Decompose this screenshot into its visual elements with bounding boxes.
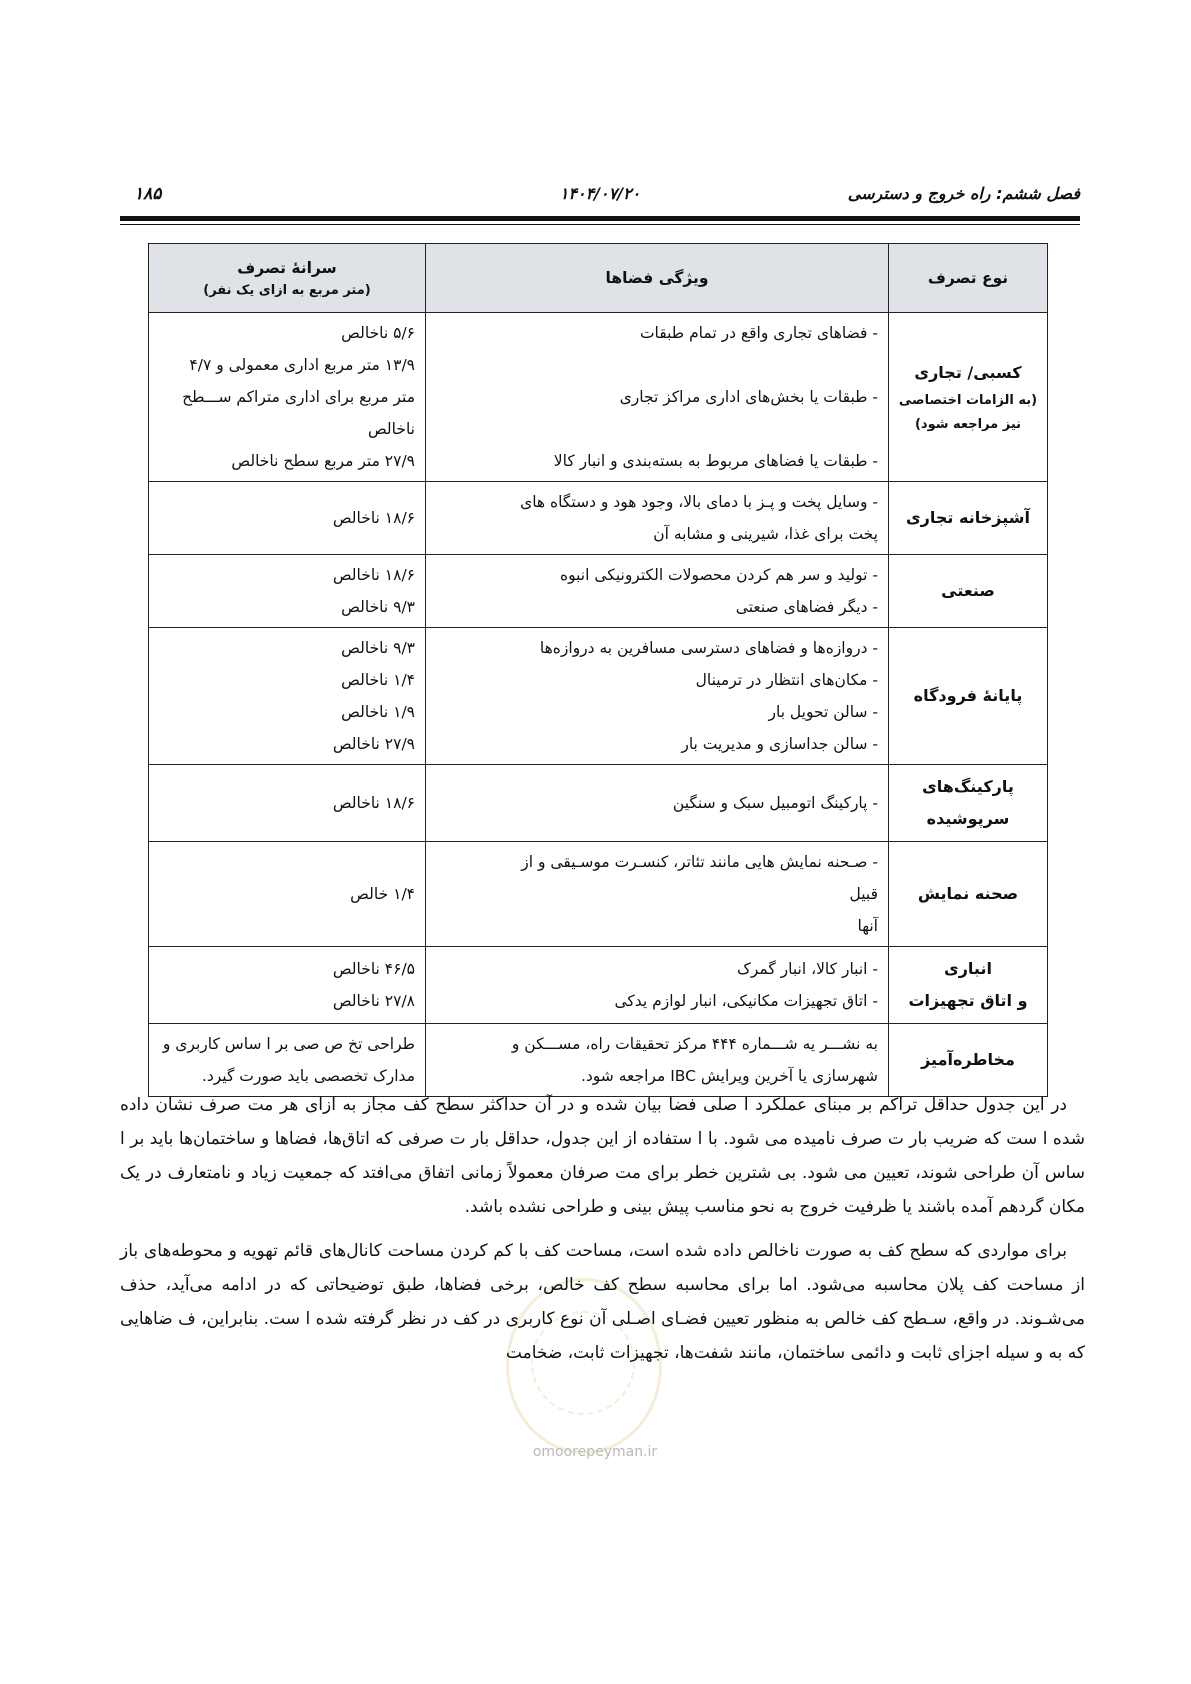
space-description: - تولید و سر هم کردن محصولات الکترونیکی انبوه - دیگر فضاهای صنعتی [426,555,889,628]
header-rule-thin [120,224,1080,225]
occupant-load-table [148,243,1048,1097]
table-row [149,765,1048,842]
header-rule-thick [120,216,1080,221]
load-factor: ۴۶/۵ ناخالص ۲۷/۸ ناخالص [149,947,426,1024]
load-factor: ۱/۴ خالص [149,842,426,947]
load-factor: طراحی تخ ص صی بر ا ساس کاربری و مدارک تخصصی باید صورت گیرد. [149,1024,426,1097]
header-date: ۱۴۰۴/۰۷/۲۰ [559,184,641,203]
occupancy-type: پایانهٔ فرودگاه [889,628,1048,765]
page-header [120,184,1080,212]
paragraph-1: در این جدول حداقل تراکم بر مبنای عملکرد ا صلی فضا بیان شده و در آن حداکثر سطح کف مجاز به ازای هر مت صرف نشان داده شده ا ست که ضریب بار ت صرف نامیده می شود. با ا ستفاده از این جدول، حداقل بار ت صرفی که اتاق‌ها، فضاها و ساختمان‌ها باید بر ا ساس آن طراحی شوند، تعیین می شود. بی شترین خطر برای مت صرفان معمولاً زمانی اتفاق می‌افتد که جمعیت زیاد و نامتعارف در یک مکان گردهم آمده باشند یا ظرفیت خروج به نحو مناسب پیش بینی و طراحی نشده باشد. [120,1095,1085,1217]
table-row [149,313,1048,482]
table-row [149,555,1048,628]
occupancy-type: انباری و اتاق تجهیزات [889,947,1048,1024]
space-description: - فضاهای تجاری واقع در تمام طبقات - طبقات یا بخش‌های اداری مراکز تجاری - طبقات یا فضاهای مربوط به بسته‌بندی و انبار کالا [426,313,889,482]
occupancy-type: مخاطره‌آمیز [889,1024,1048,1097]
header-load [149,244,426,313]
space-description: - وسایل پخت و پـز با دمای بالا، وجود هود و دستگاه های پخت برای غذا، شیرینی و مشابه آن [426,482,889,555]
table-row [149,628,1048,765]
header-spaces: ویژگی فضاها [426,244,889,313]
load-factor: ۹/۳ ناخالص ۱/۴ ناخالص ۱/۹ ناخالص ۲۷/۹ ناخالص [149,628,426,765]
watermark-url: omoorepeyman.ir [532,1444,658,1460]
occupancy-type: صحنه نمایش [889,842,1048,947]
table-row [149,1024,1048,1097]
header-load-title: سرانهٔ تصرف [237,258,337,277]
space-description: - صـحنه نمایش هایی مانند تئاتر، کنسـرت موسـیقی و از قبیل آنها [426,842,889,947]
space-description: - انبار کالا، انبار گمرک - اتاق تجهیزات مکانیکی، انبار لوازم یدکی [426,947,889,1024]
load-factor: ۱۸/۶ ناخالص [149,765,426,842]
load-factor: ۱۸/۶ ناخالص ۹/۳ ناخالص [149,555,426,628]
table-row [149,947,1048,1024]
space-description: - پارکینگ اتومبیل سبک و سنگین [426,765,889,842]
header-load-unit: (متر مربع به ازای یک نفر) [203,282,371,298]
load-factor: ۱۸/۶ ناخالص [149,482,426,555]
table-row [149,482,1048,555]
load-factor: ۵/۶ ناخالص ۱۳/۹ متر مربع اداری معمولی و ۴/۷ متر مربع برای اداری متراکم ســـطح ناخالص ۲۷/۹ متر مربع سطح ناخالص [149,313,426,482]
occupancy-type: پارکینگ‌های سرپوشیده [889,765,1048,842]
table-row [149,842,1048,947]
body-text [120,1088,1085,1370]
occupancy-type: آشپزخانه تجاری [889,482,1048,555]
page-number: ۱۸۵ [134,184,162,204]
occupancy-type: کسبی/ تجاری (به الزامات اختصاصی نیز مراجعه شود) [889,313,1048,482]
space-description: به نشـــر یه شـــماره ۴۴۴ مرکز تحقیقات راه، مســـکن و شهرسازی یا آخرین ویرایش IBC مراجعه شود. [426,1024,889,1097]
header-type: نوع تصرف [889,244,1048,313]
paragraph-2: برای مواردی که سطح کف به صورت ناخالص داده شده است، مساحت کف با کم کردن مساحت کانال‌های قائم تهویه و محوطه‌های باز از مساحت کف پلان محاسبه می‌شود. اما برای محاسبه سطح کف خالص، برخی فضاها، طبق توضیحاتی که در ادامه می‌آید، حذف می‌شـوند. در واقع، سـطح کف خالص به منظور تعیین فضـای اصـلی آن نوع کاربری در کف در نظر گرفته شده ا ست. بنابراین، ف ضاهایی که به و سیله اجزای ثابت و دائمی ساختمان، مانند شفت‌ها، تجهیزات ثابت، ضخامت [120,1241,1085,1363]
chapter-title: فصل ششم: راه خروج و دسترسی [847,184,1080,203]
space-description: - دروازه‌ها و فضاهای دسترسی مسافرین به دروازه‌ها - مکان‌های انتظار در ترمینال - سالن تحویل بار - سالن جداسازی و مدیریت بار [426,628,889,765]
occupancy-type: صنعتی [889,555,1048,628]
table-header-row [149,244,1048,313]
